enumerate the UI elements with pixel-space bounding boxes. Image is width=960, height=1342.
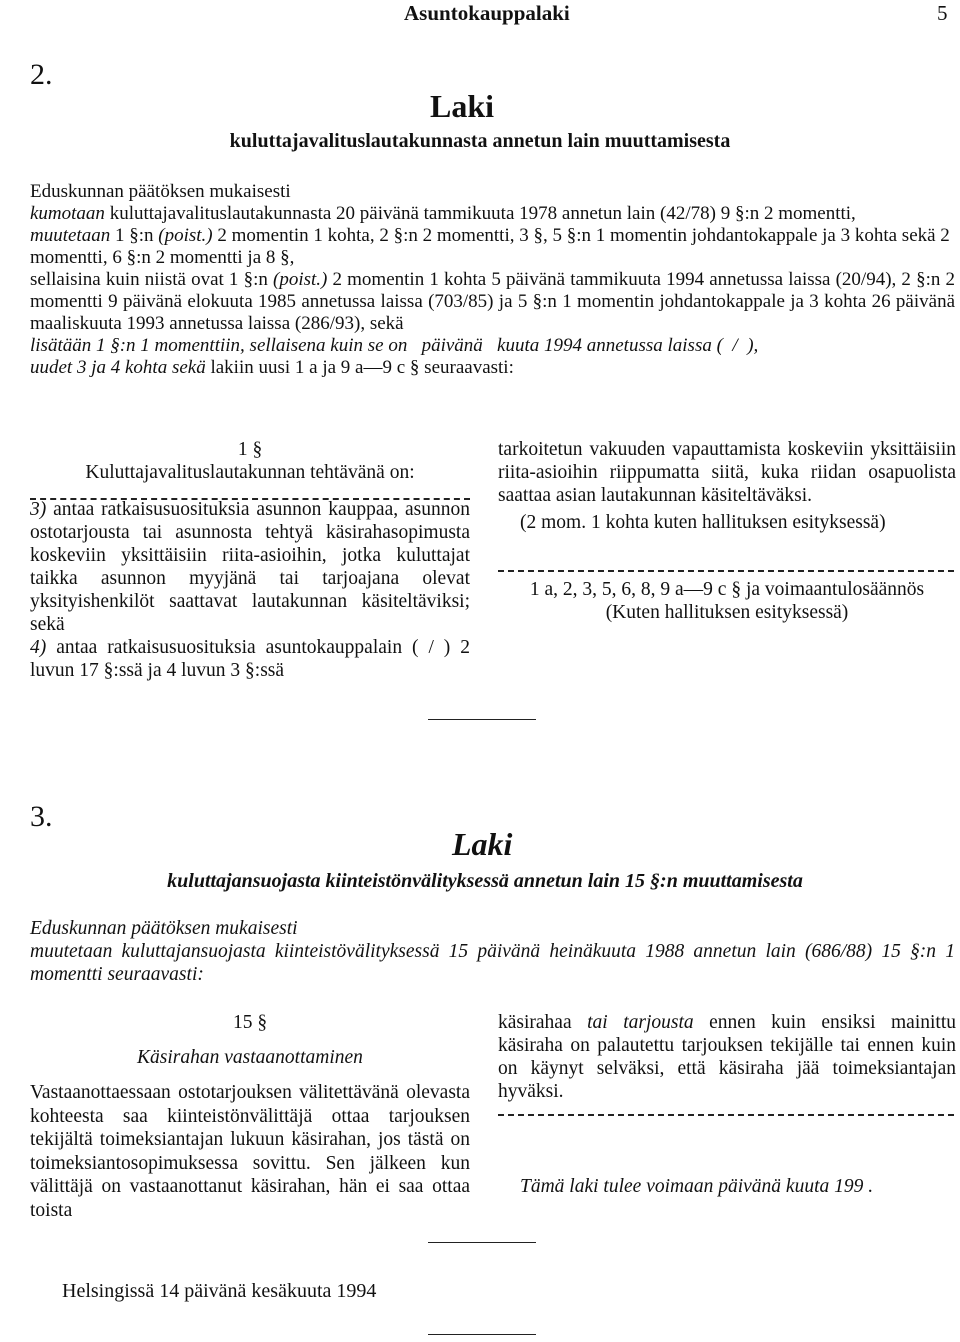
- law-subheading: kuluttajansuojasta kiinteistönvälityksessä annetun lain 15 §:n muuttamisesta: [167, 870, 803, 892]
- right-paragraph: tarkoitetun vakuuden vapauttamista koskeviin yksittäisiin riita-asioihin riippumatta siitä, kuka riidan osapuolista saattaa asian lautakunnan käsiteltäväksi.: [498, 439, 956, 506]
- item-4-number: 4): [30, 637, 47, 658]
- page-number: 5: [937, 1, 948, 25]
- kumotaan-word: kumotaan: [30, 203, 105, 224]
- preamble-muutetaan: muutetaan kuluttajansuojasta kiinteistövälityksessä 15 päivänä heinäkuuta 1988 annetun lain (686/88) 15 §:n 1 momentti seuraavasti:: [30, 941, 955, 985]
- law-preamble: [30, 181, 955, 379]
- in-force-clause: Tämä laki tulee voimaan päivänä kuuta 199 .: [520, 1176, 874, 1197]
- section-title: Käsirahan vastaanottaminen: [137, 1046, 363, 1068]
- sellaisina-text-b: 2 momentin 1 kohta 5 päivänä tammikuuta 1994 annetussa laissa (20/94), 2 §:n 2 momentti 9 päivänä elokuuta 1985 annetussa laissa (703/85) ja 5 §:n 1 momentin johdantokappale ja 3 kohta 26 päivänä maaliskuuta 1993 annetussa laissa (286/93), sekä: [30, 269, 955, 334]
- preamble-muutetaan: [30, 225, 955, 269]
- poist-note: (poist.): [158, 225, 213, 246]
- right-para-a: käsirahaa: [498, 1012, 588, 1033]
- muutetaan-word: muutetaan: [30, 225, 111, 246]
- preamble-lisataan: lisätään 1 §:n 1 momenttiin, sellaisena kuin se on päivänä kuuta 1994 annetussa laissa ( / ),: [30, 335, 759, 356]
- item-3-text: antaa ratkaisusuosituksia asunnon kauppaa, asunnon ostotarjousta tai asunnosta tehtyä käsirahasopimusta koskeviin yksittäisiin riita-asioihin, jotka kuluttajat taikka asunnon myyjänä tai tarjoajana olevat yksityishenkilöt saattavat lautakunnan käsiteltäviksi; sekä: [30, 499, 470, 635]
- right-para-italic: tai tarjousta: [587, 1012, 694, 1033]
- item-4: [30, 636, 470, 682]
- muutetaan-text-b: 2 momentin 1 kohta, 2 §:n 2 momentti, 3 §, 5 §:n 1 momentin johdantokappale ja 3 kohta sekä 2 momentti, 6 §:n 2 momentti ja 8 §,: [30, 225, 950, 268]
- law2-right-column: [498, 438, 956, 624]
- law-number: 3.: [30, 800, 53, 833]
- preamble-kumotaan: [30, 203, 955, 225]
- item-3-number: 3): [30, 499, 47, 520]
- item-4-text: antaa ratkaisusuosituksia asuntokauppalain ( / ) 2 luvun 17 §:ssä ja 4 luvun 3 §:ssä: [30, 637, 470, 681]
- section-divider: [428, 719, 536, 720]
- kumotaan-text: kuluttajavalituslautakunnasta 20 päivänä tammikuuta 1978 annetun lain (42/78) 9 §:n 2 momentti,: [104, 203, 856, 224]
- poist-note: (poist.): [273, 269, 328, 290]
- omission-dashes: [30, 498, 470, 500]
- law-preamble: [30, 917, 955, 986]
- preamble-intro: Eduskunnan päätöksen mukaisesti: [30, 181, 291, 202]
- section-number: 15 §: [232, 1012, 268, 1033]
- section-title: Kuluttajavalituslautakunnan tehtävänä on:: [85, 462, 415, 483]
- section-divider: [428, 1334, 536, 1335]
- left-paragraph: Vastaanottaessaan ostotarjouksen välitettävänä olevasta kohteesta saa kiinteistönvälittäjä ottaa tarjouksen tekijältä toimeksiantajan lukuun käsirahan, jos tästä on toimeksiantosopimuksessa sovittu. Sen jälkeen kun välittäjä on vastaanottanut käsirahan, hän ei saa ottaa toista: [30, 1082, 470, 1221]
- sellaisina-text-a: sellaisina kuin niistä ovat 1 §:n: [30, 269, 273, 290]
- running-header: Asuntokauppalaki: [404, 1, 570, 25]
- law-heading: Laki: [430, 88, 495, 124]
- uudet-italic: uudet 3 ja 4 kohta sekä: [30, 357, 206, 378]
- right-paragraph: [498, 1011, 956, 1103]
- law-subheading: kuluttajavalituslautakunnasta annetun lain muuttamisesta: [229, 130, 731, 152]
- uudet-text: lakiin uusi 1 a ja 9 a—9 c § seuraavasti:: [205, 357, 514, 378]
- item-3: [30, 498, 470, 636]
- right-note: (2 mom. 1 kohta kuten hallituksen esityksessä): [520, 512, 886, 533]
- right-sections-note: (Kuten hallituksen esityksessä): [605, 602, 849, 623]
- omission-dashes: [498, 570, 954, 572]
- preamble-uudet: [30, 357, 955, 379]
- law-number: 2.: [30, 58, 53, 91]
- signature-place-date: Helsingissä 14 päivänä kesäkuuta 1994: [62, 1280, 377, 1302]
- law-heading: Laki: [452, 826, 513, 862]
- preamble-intro: Eduskunnan päätöksen mukaisesti: [30, 918, 298, 939]
- muutetaan-text-a: 1 §:n: [110, 225, 159, 246]
- section-number: 1 §: [237, 439, 263, 460]
- right-para-b: ennen kuin ensiksi mainittu käsiraha on palautettu tarjouksen tekijälle tai ennen kuin on käynyt selväksi, että käsiraha jää toimeksiantajan hyväksi.: [498, 1012, 956, 1102]
- omission-dashes: [498, 1114, 954, 1116]
- law3-left-column: [30, 1011, 470, 1222]
- section-divider: [428, 1242, 536, 1243]
- law2-left-column: [30, 438, 470, 682]
- right-sections: 1 a, 2, 3, 5, 6, 8, 9 a—9 c § ja voimaantulosäännös: [529, 579, 925, 600]
- law3-right-column: [498, 1011, 956, 1198]
- preamble-sellaisina: [30, 269, 955, 335]
